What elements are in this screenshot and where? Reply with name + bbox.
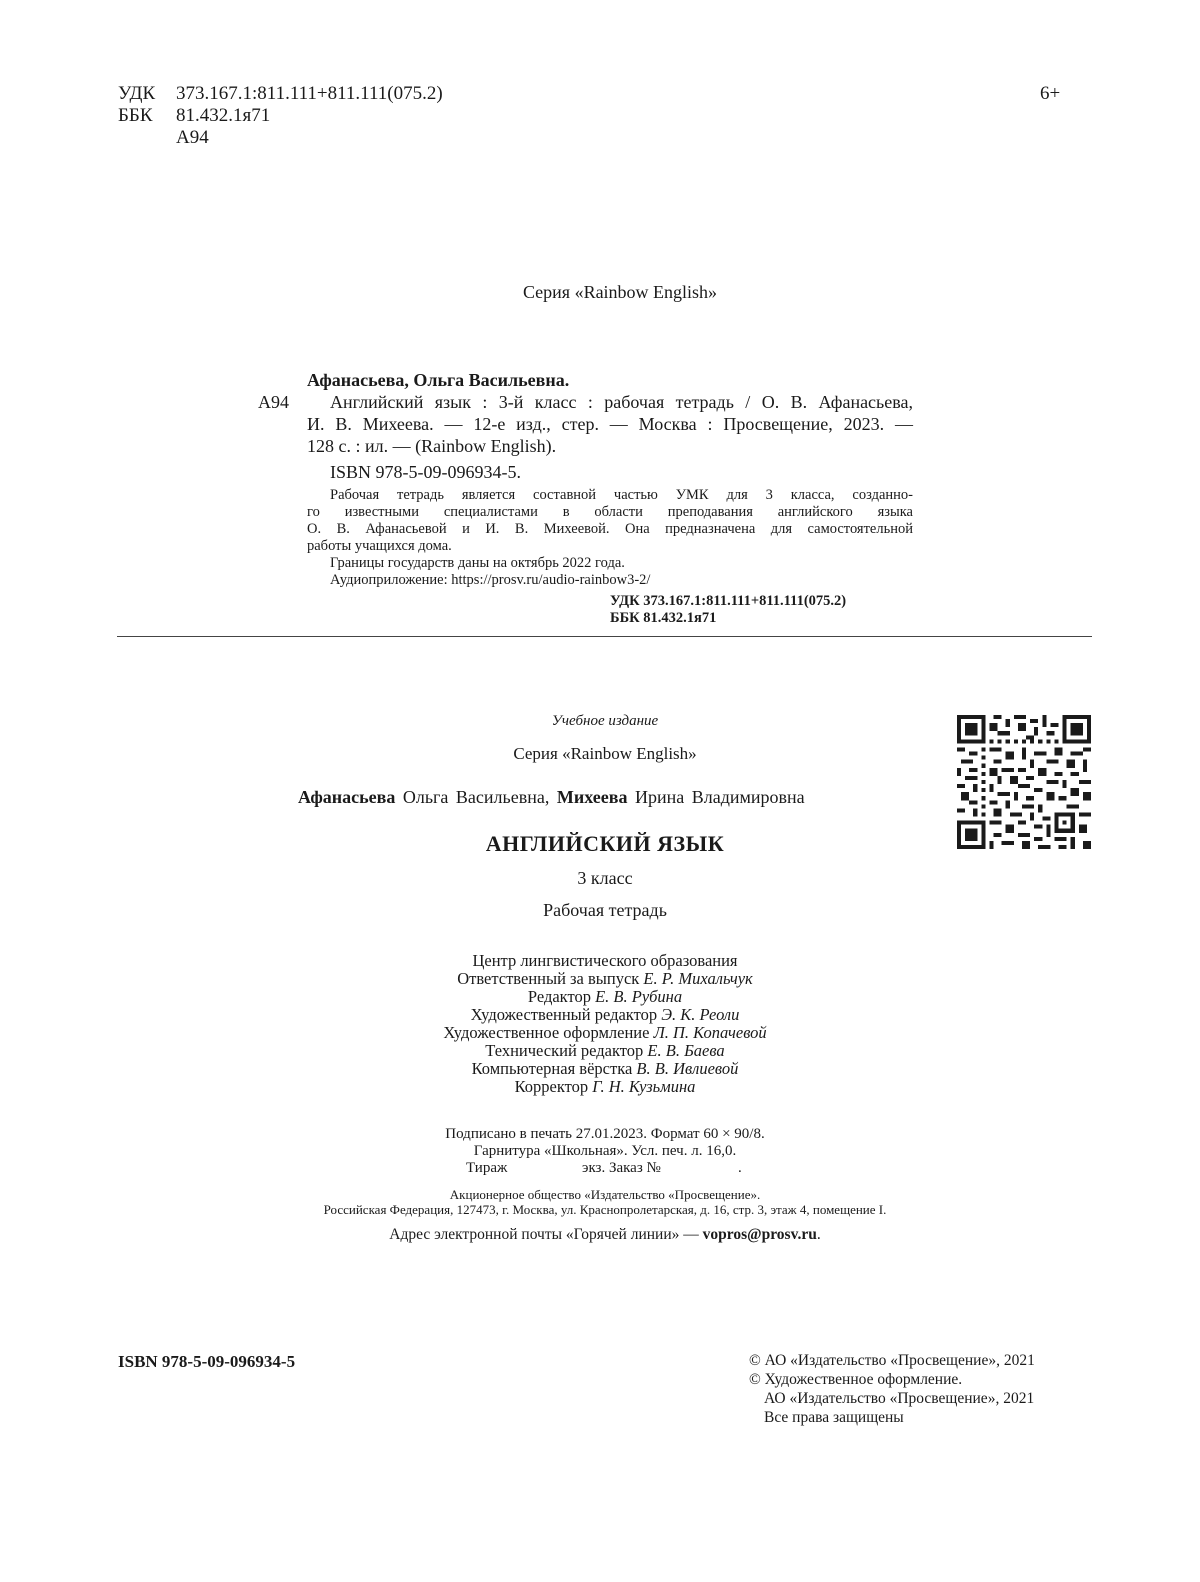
email-prefix: Адрес электронной почты «Горячей линии» — <box>389 1226 699 1243</box>
hotline-line <box>0 1226 1200 1244</box>
credit-name: Е. Р. Михальчук <box>643 969 753 988</box>
annotation-line: Рабочая тетрадь является составной частью УМК для 3 класса, созданно- <box>330 487 913 503</box>
catalog-isbn: ISBN 978-5-09-096934-5. <box>330 462 521 482</box>
credit-role: Компьютерная вёрстка <box>471 1059 633 1078</box>
credit-line <box>0 1078 1200 1096</box>
bbk-line <box>118 104 270 127</box>
copyright-block <box>749 1351 1035 1427</box>
age-rating: 6+ <box>1040 83 1061 104</box>
bbk-label: ББК <box>118 105 153 126</box>
publisher-line1: Акционерное общество «Издательство «Просвещение». <box>449 1187 761 1202</box>
catalog-line3: 128 с. : ил. — (Rainbow English). <box>307 436 557 456</box>
catalog-line1: Английский язык : 3-й класс : рабочая тетрадь / О. В. Афанасьева, <box>330 392 913 412</box>
credit-name: Е. В. Баева <box>647 1041 725 1060</box>
udk-line <box>118 82 443 105</box>
credit-line <box>0 970 1200 988</box>
email-link[interactable]: vopros@prosv.ru <box>702 1226 817 1243</box>
credit-name: Е. В. Рубина <box>595 987 683 1006</box>
credit-role: Технический редактор <box>485 1041 644 1060</box>
copyright-line: АО «Издательство «Просвещение», 2021 <box>764 1390 1035 1407</box>
credit-line <box>0 952 1200 970</box>
print-line2: Гарнитура «Школьная». Усл. печ. л. 16,0. <box>473 1143 737 1159</box>
publisher-line2: Российская Федерация, 127473, г. Москва, ул. Краснопролетарская, д. 16, стр. 3, этаж 4, помещение I. <box>323 1202 887 1217</box>
author2-first: Ирина Владимировна <box>634 787 805 807</box>
borders-note: Границы государств даны на октябрь 2022 года. <box>330 555 625 571</box>
author1-first: Ольга Васильевна, <box>402 787 550 807</box>
email-suffix: . <box>816 1226 821 1243</box>
copyright-line: © АО «Издательство «Просвещение», 2021 <box>749 1352 1035 1369</box>
print-zakaz: экз. Заказ № <box>582 1160 661 1176</box>
credit-role: Корректор <box>514 1077 589 1096</box>
credit-role: Редактор <box>527 987 591 1006</box>
credit-role: Центр лингвистического образования <box>472 951 738 970</box>
series-top: Серия «Rainbow English» <box>522 282 718 302</box>
credit-role: Художественное оформление <box>443 1023 650 1042</box>
authors-line <box>298 787 805 808</box>
print-dot: . <box>738 1160 742 1176</box>
edition-series: Серия «Rainbow English» <box>513 744 697 763</box>
credit-line <box>0 1060 1200 1078</box>
book-title: АНГЛИЙСКИЙ ЯЗЫК <box>485 831 725 856</box>
bbk-value: 81.432.1я71 <box>176 105 271 126</box>
book-grade: 3 класс <box>577 868 633 888</box>
annotation-line: го известными специалистами в области преподавания английского языка <box>307 504 913 520</box>
credits-block <box>0 952 1200 1096</box>
author2-last: Михеева <box>556 787 628 807</box>
qr-code-icon <box>957 715 1091 849</box>
footer-isbn: ISBN 978-5-09-096934-5 <box>118 1352 296 1371</box>
book-kind: Рабочая тетрадь <box>543 900 667 920</box>
rights-line: Все права защищены <box>764 1409 904 1426</box>
udk-value: 373.167.1:811.111+811.111(075.2) <box>176 83 443 104</box>
credit-line <box>0 988 1200 1006</box>
copyright-line: © Художественное оформление. <box>749 1371 963 1388</box>
credit-name: В. В. Ивлиевой <box>636 1059 739 1078</box>
annotation-line: работы учащихся дома. <box>307 538 452 554</box>
credit-role: Художественный редактор <box>470 1005 658 1024</box>
credit-name: Э. К. Реоли <box>661 1005 740 1024</box>
print-line1: Подписано в печать 27.01.2023. Формат 60 × 90/8. <box>445 1126 765 1142</box>
credit-name: Л. П. Копачевой <box>653 1023 767 1042</box>
credit-line <box>0 1042 1200 1060</box>
divider-line <box>117 636 1092 637</box>
print-tirazh: Тираж <box>466 1160 508 1176</box>
author-mark: А94 <box>176 127 209 148</box>
credit-name: Г. Н. Кузьмина <box>592 1077 696 1096</box>
udk-label: УДК <box>118 83 156 104</box>
catalog-line2: И. В. Михеева. — 12-е изд., стер. — Москва : Просвещение, 2023. — <box>307 414 913 434</box>
catalog-udk: УДК 373.167.1:811.111+811.111(075.2) <box>610 593 847 609</box>
catalog-mark: А94 <box>258 392 289 412</box>
credit-line <box>0 1006 1200 1024</box>
catalog-bbk: ББК 81.432.1я71 <box>610 610 717 626</box>
edition-type: Учебное издание <box>551 713 659 729</box>
catalog-author: Афанасьева, Ольга Васильевна. <box>307 370 570 390</box>
credit-role: Ответственный за выпуск <box>457 969 640 988</box>
credit-line <box>0 1024 1200 1042</box>
annotation-line: О. В. Афанасьевой и И. В. Михеевой. Она предназначена для самостоятельной <box>307 521 913 537</box>
audio-link: Аудиоприложение: https://prosv.ru/audio-rainbow3-2/ <box>330 572 651 588</box>
author1-last: Афанасьева <box>298 787 396 807</box>
